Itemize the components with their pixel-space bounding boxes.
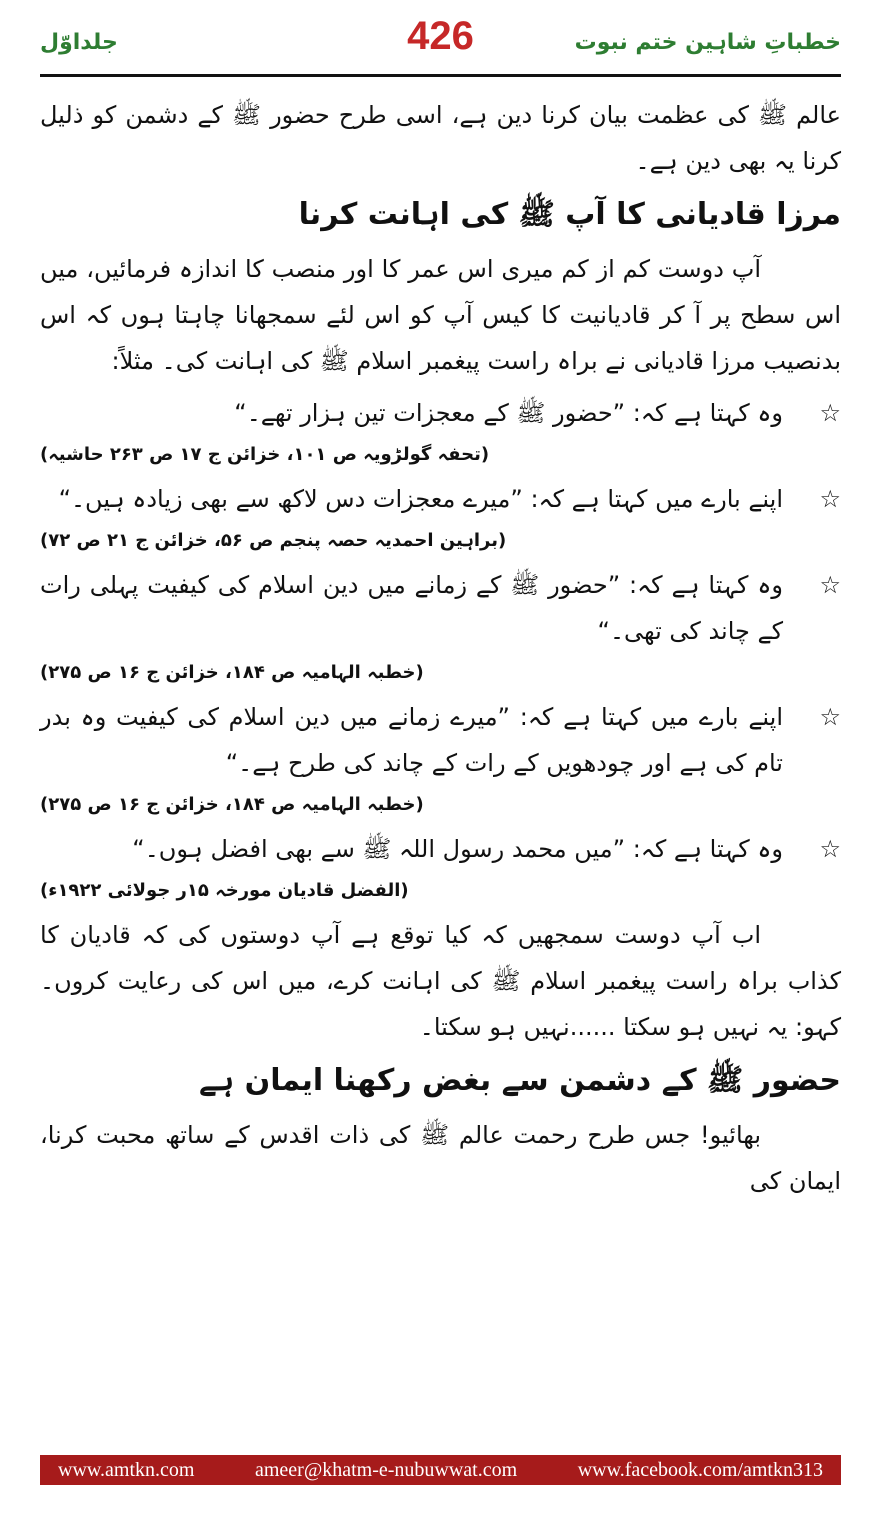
facebook-link[interactable]: www.facebook.com/amtkn313	[577, 1458, 823, 1481]
list-item-text: اپنے بارے میں کہتا ہے کہ: ”میرے معجزات دس لاکھ سے بھی زیادہ ہیں۔“	[58, 485, 783, 513]
list-item-text: اپنے بارے میں کہتا ہے کہ: ”میرے زمانے میں دین اسلام کی کیفیت وہ بدر تام کی ہے اور چودھویں کے رات کے چاند کی طرح ہے۔“	[40, 703, 783, 777]
reference-citation: (براہین احمدیہ حصہ پنجم ص ۵۶، خزائن ج ۲۱ ص ۷۲)	[40, 530, 507, 551]
list-item-text: وہ کہتا ہے کہ: ”حضور ﷺ کے زمانے میں دین اسلام کی کیفیت پہلی رات کے چاند کی تھی۔“	[40, 571, 783, 645]
website-link[interactable]: www.amtkn.com	[58, 1458, 195, 1481]
reference-citation: (الفضل قادیان مورخہ ۱۵ر جولائی ۱۹۲۲ء)	[40, 880, 409, 901]
paragraph-3: اب آپ دوست سمجھیں کہ کیا توقع ہے آپ دوستوں کی کہ قادیان کا کذاب براہ راست پیغمبر اسلام ﷺ کی اہانت کرے، میں اس کی رعایت کروں۔ کہو: یہ نہیں ہو سکتا ......نہیں ہو سکتا۔	[40, 921, 841, 1041]
reference-citation: (خطبہ الہامیہ ص ۱۸۴، خزائن ج ۱۶ ص ۲۷۵)	[40, 794, 424, 815]
page-footer	[40, 1455, 841, 1485]
star-icon: ☆	[819, 485, 841, 513]
page-header	[40, 14, 841, 70]
list-item	[40, 826, 841, 872]
reference-citation: (خطبہ الہامیہ ص ۱۸۴، خزائن ج ۱۶ ص ۲۷۵)	[40, 662, 424, 683]
page-number: 426	[407, 14, 474, 58]
list-item	[40, 562, 841, 654]
book-title: خطباتِ شاہین ختم نبوت	[574, 30, 841, 55]
star-icon: ☆	[819, 399, 841, 427]
list-item	[40, 694, 841, 786]
volume-label: جلداوّل	[40, 30, 118, 55]
page-content	[40, 92, 841, 1451]
email-link[interactable]: ameer@khatm-e-nubuwwat.com	[254, 1458, 518, 1481]
list-item-text: وہ کہتا ہے کہ: ”میں محمد رسول اللہ ﷺ سے بھی افضل ہوں۔“	[132, 835, 783, 863]
section-heading-1: مرزا قادیانی کا آپ ﷺ کی اہانت کرنا	[298, 197, 841, 232]
star-icon: ☆	[819, 703, 841, 731]
paragraph-1: عالم ﷺ کی عظمت بیان کرنا دین ہے، اسی طرح حضور ﷺ کے دشمن کو ذلیل کرنا یہ بھی دین ہے۔	[40, 101, 841, 175]
reference-citation: (تحفہ گولڑویہ ص ۱۰۱، خزائن ج ۱۷ ص ۲۶۳ حاشیہ)	[40, 444, 490, 465]
paragraph-2: آپ دوست کم از کم میری اس عمر کا اور منصب کا اندازہ فرمائیں، میں اس سطح پر آ کر قادیانیت کا کیس آپ کو اس لئے سمجھانا چاہتا ہوں کہ اس بدنصیب مرزا قادیانی نے براہ راست پیغمبر اسلام ﷺ کی اہانت کی۔ مثلاً:	[40, 255, 841, 375]
list-item-text: وہ کہتا ہے کہ: ”حضور ﷺ کے معجزات تین ہزار تھے۔“	[234, 399, 783, 427]
star-icon: ☆	[819, 571, 841, 599]
list-item	[40, 476, 841, 522]
list-item	[40, 390, 841, 436]
section-heading-2: حضور ﷺ کے دشمن سے بغض رکھنا ایمان ہے	[198, 1063, 841, 1098]
header-divider	[40, 74, 841, 77]
star-icon: ☆	[819, 835, 841, 863]
paragraph-4: بھائیو! جس طرح رحمت عالم ﷺ کی ذات اقدس کے ساتھ محبت کرنا، ایمان کی	[40, 1121, 841, 1195]
